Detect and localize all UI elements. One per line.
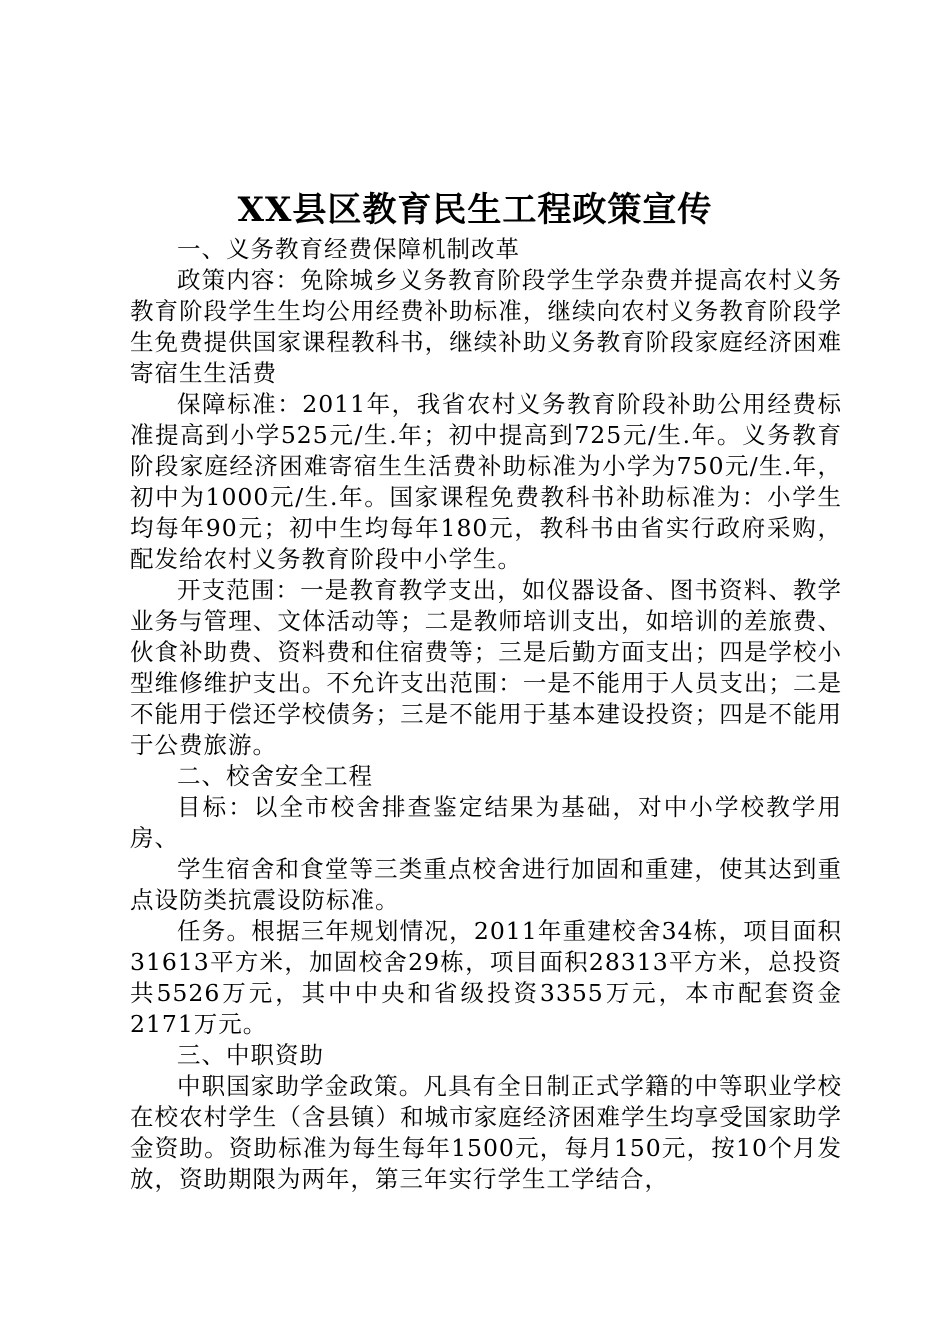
paragraph: 学生宿舍和食堂等三类重点校舍进行加固和重建，使其达到重点设防类抗震设防标准。 [130, 855, 842, 914]
document-title: XX县区教育民生工程政策宣传 [237, 190, 713, 230]
section-heading: 一、义务教育经费保障机制改革 [177, 235, 520, 263]
document-body [130, 234, 842, 1195]
paragraph: 中职国家助学金政策。凡具有全日制正式学籍的中等职业学校在校农村学生（含县镇）和城市家庭经济困难学生均享受国家助学金资助。资助标准为每生每年1500元，每月150元，按10个月发放，资助期限为两年，第三年实行学生工学结合， [130, 1072, 842, 1193]
paragraph: 保障标准：2011年，我省农村义务教育阶段补助公用经费标准提高到小学525元/生.年；初中提高到725元/生.年。义务教育阶段家庭经济困难寄宿生生活费补助标准为小学为750元/生.年，初中为1000元/生.年。国家课程免费教科书补助标准为：小学生均每年90元；初中生均每年180元，教科书由省实行政府采购，配发给农村义务教育阶段中小学生。 [130, 390, 842, 573]
paragraph: 任务。根据三年规划情况，2011年重建校舍34栋，项目面积31613平方米，加固校舍29栋，项目面积28313平方米，总投资共5526万元，其中中央和省级投资3355万元，本市配套资金2171万元。 [130, 917, 842, 1038]
section-3 [130, 1040, 842, 1195]
paragraph: 政策内容：免除城乡义务教育阶段学生学杂费并提高农村义务教育阶段学生生均公用经费补助标准，继续向农村义务教育阶段学生免费提供国家课程教科书，继续补助义务教育阶段家庭经济困难寄宿生生活费 [130, 266, 842, 387]
paragraph: 开支范围：一是教育教学支出，如仪器设备、图书资料、教学业务与管理、文体活动等；二是教师培训支出，如培训的差旅费、伙食补助费、资料费和住宿费等；三是后勤方面支出；四是学校小型维修维护支出。不允许支出范围：一是不能用于人员支出；二是不能用于偿还学校债务；三是不能用于基本建设投资；四是不能用于公费旅游。 [130, 576, 842, 759]
section-2 [130, 761, 842, 1040]
section-heading: 三、中职资助 [177, 1041, 324, 1069]
paragraph: 目标：以全市校舍排查鉴定结果为基础，对中小学校教学用房、 [130, 793, 842, 852]
section-heading: 二、校舍安全工程 [177, 762, 373, 790]
section-1 [130, 234, 842, 761]
